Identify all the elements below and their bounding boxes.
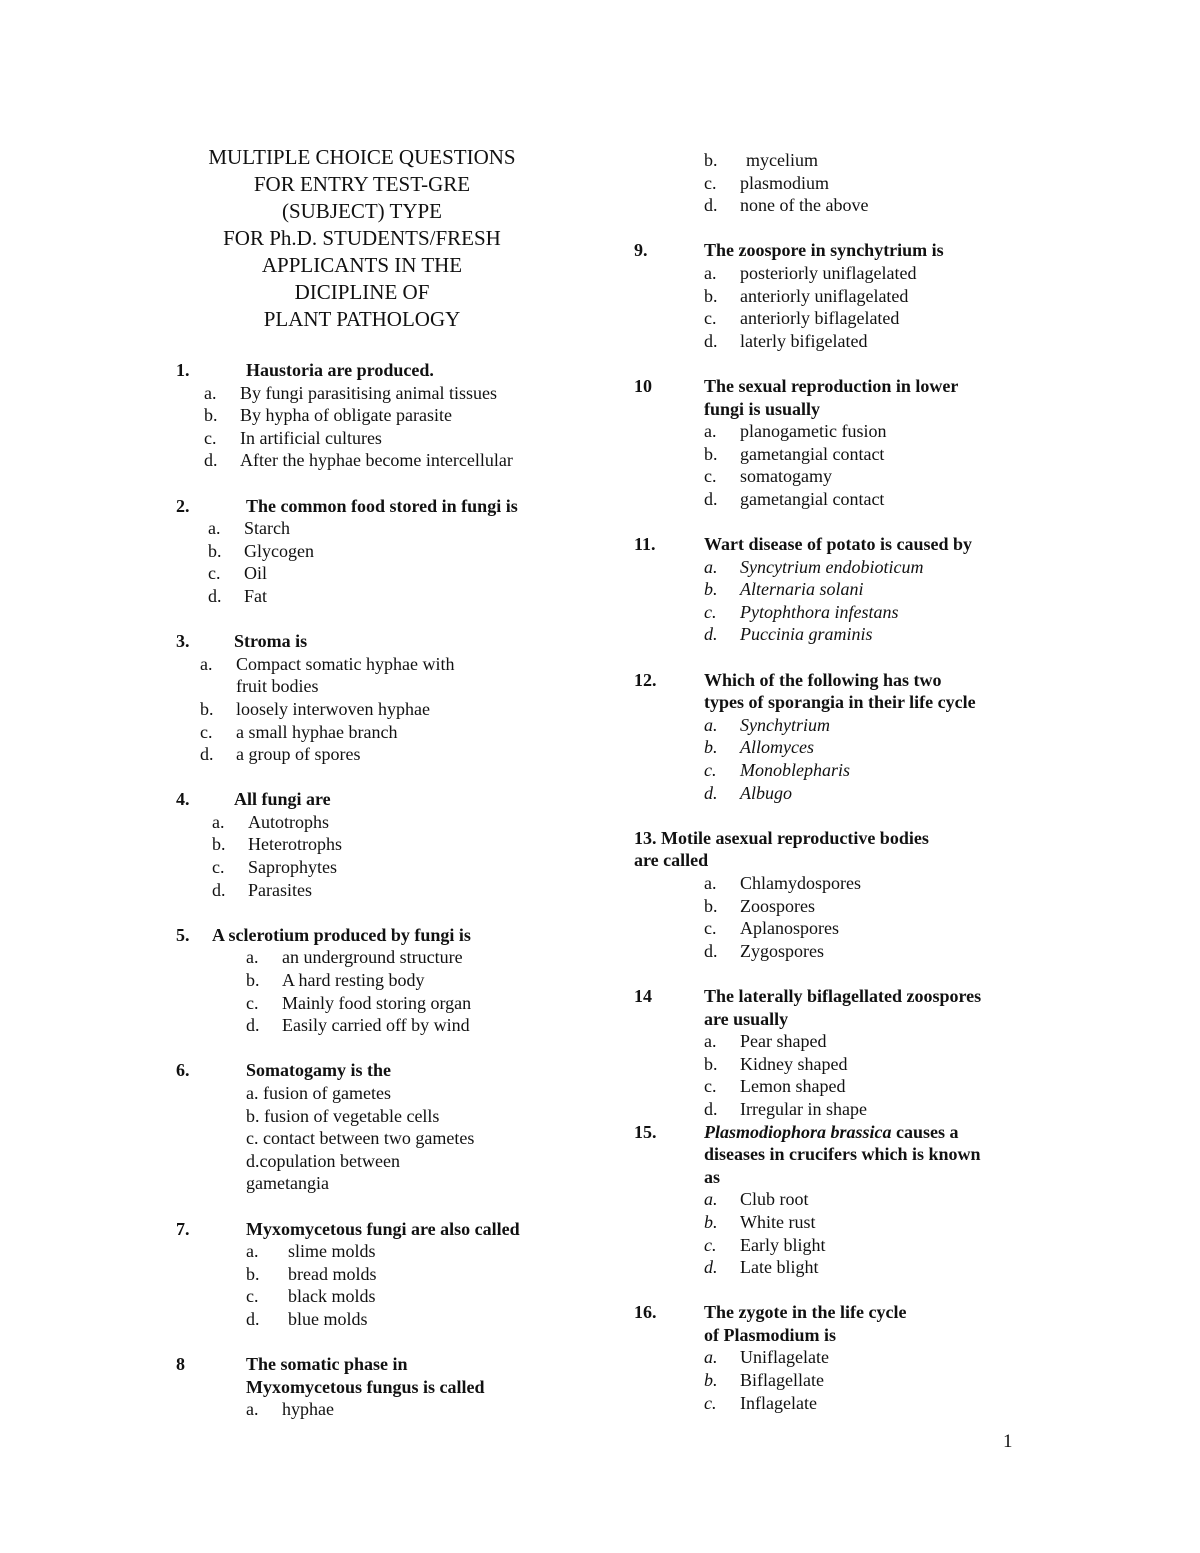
question-text-continued: are called [634,850,709,871]
option-text: Club root [740,1189,809,1210]
option-text: Oil [244,563,268,584]
option-text: Compact somatic hyphae with [236,653,455,674]
option-text: Late blight [740,1257,819,1278]
option-text: a. fusion of gametes [246,1083,391,1103]
option-text: Synchytrium [740,714,830,735]
left-column [176,144,576,1421]
option-text: anteriorly uniflagelated [740,285,909,306]
option-text: Puccinia graminis [740,624,873,645]
option-label: b. [704,1211,718,1232]
question-1 [176,359,576,472]
question-number: 16. [634,1302,657,1323]
option-text: Chlamydospores [740,873,861,893]
question-number: 15. [634,1121,657,1142]
option-label: c. [200,721,213,742]
question-text: Myxomycetous fungi are also called [246,1218,520,1239]
option-text: a small hyphae branch [236,721,398,742]
option-text: planogametic fusion [740,421,887,442]
option-text: laterly bifigelated [740,330,868,351]
option-label: b. [704,895,718,916]
question-number: 4. [176,789,190,810]
option-text: b. fusion of vegetable cells [246,1105,440,1126]
question-2 [176,495,576,608]
title-line: FOR Ph.D. STUDENTS/FRESH [223,226,501,250]
question-6 [176,1059,576,1195]
question-text: Which of the following has two [704,669,942,690]
option-text: Monoblepharis [740,760,850,781]
option-label: d. [212,879,226,900]
option-label: c. [704,1392,717,1413]
option-label: b. [704,579,718,600]
option-label: b. [704,1053,718,1074]
option-text: gametangial contact [740,488,885,509]
question-8-continued [634,149,1034,217]
option-label: a. [704,873,717,893]
question-number: 5. [176,924,190,945]
option-label: d. [208,585,222,606]
option-text: Starch [244,518,290,539]
option-label: a. [704,1347,718,1368]
question-number: 8 [176,1354,185,1375]
option-label: a. [200,653,213,674]
question-text: Wart disease of potato is caused by [704,534,973,555]
option-text: Alternaria solani [740,579,864,600]
option-label: b. [246,970,260,991]
right-column [634,149,1034,1414]
question-4 [176,788,576,901]
option-label: c. [704,1234,717,1255]
option-label: b. [204,405,218,426]
option-label: b. [704,737,718,758]
question-text: Stroma is [234,631,308,652]
question-text: 13. Motile asexual reproductive bodies [634,827,929,848]
question-number: 9. [634,240,648,261]
question-number: 11. [634,534,656,555]
option-text: an underground structure [282,947,463,968]
question-5 [176,924,576,1037]
option-text-continued: fruit bodies [236,676,319,697]
question-text-continued: of Plasmodium is [704,1324,837,1345]
question-14 [634,985,1034,1121]
option-text: d.copulation between [246,1150,400,1171]
option-text: Fat [244,585,268,606]
option-text: Zygospores [740,940,824,961]
option-text: After the hyphae become intercellular [240,450,513,471]
question-7 [176,1218,576,1331]
option-label: d. [704,940,718,961]
option-label: d. [704,1098,718,1119]
option-label: c. [704,172,717,193]
option-label: d. [704,624,718,645]
option-label: c. [704,308,717,329]
option-text: White rust [740,1211,816,1232]
question-number: 14 [634,985,652,1006]
option-label: a. [212,811,225,832]
question-text: The common food stored in fungi is [246,495,518,516]
question-text-continued: diseases in crucifers which is known [704,1144,981,1165]
question-9 [634,239,1034,352]
option-label: c. [204,427,217,448]
option-text: Autotrophs [248,811,329,832]
question-text: Somatogamy is the [246,1060,391,1081]
option-label: a. [704,556,718,577]
option-text: Biflagellate [740,1370,824,1391]
question-number: 10 [634,375,652,396]
option-text: By fungi parasitising animal tissues [240,382,497,403]
option-label: c. [212,857,225,878]
option-text: gametangial contact [740,443,885,464]
option-text: a group of spores [236,744,361,765]
option-text: hyphae [282,1399,334,1420]
option-text: Kidney shaped [740,1053,848,1074]
option-label: b. [200,698,214,719]
page-title [162,144,562,333]
option-label: a. [246,1399,259,1420]
option-label: c. [704,601,717,622]
option-text: Albugo [740,782,792,803]
question-16 [634,1301,1034,1414]
question-text: causes a [891,1121,959,1142]
title-line: DICIPLINE OF [294,280,430,304]
option-label: c. [246,1286,259,1307]
question-10 [634,375,1034,511]
title-line: (SUBJECT) TYPE [281,199,443,223]
option-text: Early blight [740,1234,826,1255]
option-text: Allomyces [740,737,814,758]
option-label: c. [704,760,717,781]
question-text: A sclerotium produced by fungi is [212,924,471,945]
option-text: bread molds [288,1263,377,1284]
question-text-species: Plasmodiophora brassica [704,1121,892,1142]
question-text-continued: as [704,1166,721,1187]
option-text-continued: gametangia [246,1173,329,1194]
option-text: Inflagelate [740,1392,817,1413]
question-text: The somatic phase in [246,1354,408,1375]
option-label: b. [704,150,718,170]
question-text: Haustoria are produced. [246,360,434,380]
question-number: 12. [634,669,657,690]
option-text: Uniflagelate [740,1347,829,1368]
option-label: d. [704,488,718,509]
option-label: c. [246,992,259,1013]
option-text: Mainly food storing organ [282,992,472,1013]
option-label: a. [704,421,717,442]
option-label: d. [204,450,218,471]
option-label: d. [704,330,718,351]
option-label: a. [204,382,217,403]
question-number: 1. [176,360,190,380]
question-text-continued: fungi is usually [704,398,821,419]
option-text: loosely interwoven hyphae [236,698,430,719]
option-label: a. [704,714,718,735]
option-label: a. [246,1241,259,1262]
option-text: blue molds [288,1308,368,1329]
question-13 [634,827,1034,963]
option-text: Syncytrium endobioticum [740,556,924,577]
question-text-continued: types of sporangia in their life cycle [704,692,976,713]
option-text: Easily carried off by wind [282,1015,470,1036]
option-text: Glycogen [244,540,314,561]
option-label: a. [704,262,717,283]
question-8 [176,1353,576,1421]
question-text: The zygote in the life cycle [704,1302,907,1323]
option-text: By hypha of obligate parasite [240,405,452,426]
title-line: PLANT PATHOLOGY [263,307,461,331]
option-text: Pear shaped [740,1031,827,1052]
option-text: Irregular in shape [740,1098,867,1119]
option-text: anteriorly biflagelated [740,308,900,329]
option-text: Parasites [248,879,312,900]
question-number: 3. [176,631,190,652]
option-text: In artificial cultures [240,427,382,448]
question-text-continued: are usually [704,1008,789,1029]
option-text: Zoospores [740,895,815,916]
option-label: c. [704,1076,717,1097]
option-text: none of the above [740,195,869,216]
option-label: d. [246,1015,260,1036]
question-11 [634,533,1034,646]
option-text: c. contact between two gametes [246,1128,475,1149]
title-line: APPLICANTS IN THE [261,253,463,277]
option-label: d. [704,195,718,216]
option-text: posteriorly uniflagelated [740,262,917,283]
option-label: d. [704,782,718,803]
question-number: 7. [176,1218,190,1239]
option-text: plasmodium [740,172,829,193]
option-label: b. [208,540,222,561]
option-text: mycelium [746,150,818,170]
option-text: Heterotrophs [248,834,342,855]
option-label: a. [246,947,259,968]
question-15 [634,1121,1034,1279]
option-label: b. [212,834,226,855]
option-label: a. [704,1189,718,1210]
option-label: b. [704,285,718,306]
title-line: MULTIPLE CHOICE QUESTIONS [208,145,516,169]
option-label: c. [704,918,717,939]
option-text: A hard resting body [282,970,425,991]
question-text: All fungi are [234,789,331,810]
option-text: Aplanospores [740,918,839,939]
page-number: 1 [1003,1431,1013,1452]
option-label: c. [704,466,717,487]
option-text: somatogamy [740,466,832,487]
option-text: Lemon shaped [740,1076,846,1097]
option-text: slime molds [288,1241,376,1262]
question-3 [176,630,576,766]
question-text: The sexual reproduction in lower [704,375,959,396]
option-text: Saprophytes [248,857,337,878]
option-text: Pytophthora infestans [740,601,899,622]
option-label: c. [208,563,221,584]
question-number: 6. [176,1060,190,1081]
question-text: The laterally biflagellated zoospores [704,985,982,1006]
option-label: b. [246,1263,260,1284]
title-line: FOR ENTRY TEST-GRE [253,172,471,196]
option-label: d. [246,1308,260,1329]
question-text: The zoospore in synchytrium is [704,240,944,261]
option-label: b. [704,1370,718,1391]
option-label: d. [200,744,214,765]
option-label: d. [704,1257,718,1278]
option-label: a. [208,518,221,539]
question-number: 2. [176,495,190,516]
option-label: b. [704,443,718,464]
option-label: a. [704,1031,717,1052]
question-text-continued: Myxomycetous fungus is called [246,1376,485,1397]
option-text: black molds [288,1286,376,1307]
question-12 [634,669,1034,805]
